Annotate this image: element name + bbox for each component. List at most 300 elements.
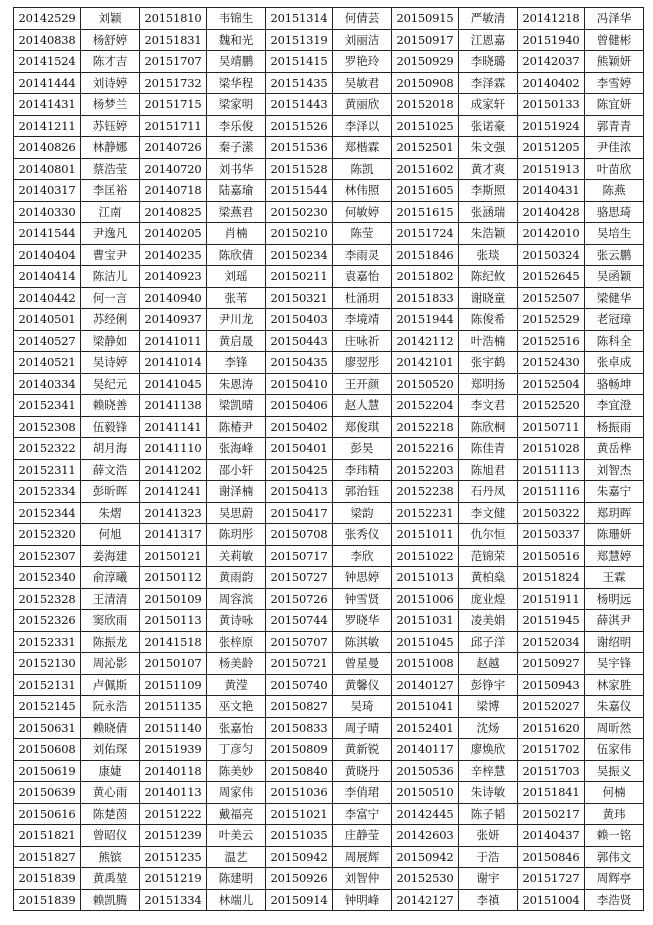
student-id-cell: 20151140: [140, 717, 207, 739]
student-id-cell: 20150942: [266, 846, 333, 868]
student-id-cell: 20140117: [392, 739, 459, 761]
student-id-cell: 20141110: [140, 438, 207, 460]
student-id-cell: 20150109: [140, 588, 207, 610]
student-id-cell: 20150402: [266, 416, 333, 438]
student-id-cell: 20151239: [140, 825, 207, 847]
student-name-cell: 尹逸凡: [81, 223, 140, 245]
student-name-cell: 石丹凤: [459, 481, 518, 503]
student-name-cell: 刘丽洁: [333, 29, 392, 51]
table-row: [14, 696, 644, 718]
student-id-cell: 20151319: [266, 29, 333, 51]
student-name-cell: 梁家明: [207, 94, 266, 116]
student-id-cell: 20150322: [518, 502, 585, 524]
table-row: [14, 567, 644, 589]
table-row: [14, 760, 644, 782]
student-name-cell: 吴宇锋: [585, 653, 644, 675]
student-id-cell: 20150417: [266, 502, 333, 524]
student-name-cell: 李匡裕: [81, 180, 140, 202]
student-name-cell: 朱浩颖: [459, 223, 518, 245]
student-id-cell: 20150121: [140, 545, 207, 567]
student-name-cell: 于浩: [459, 846, 518, 868]
table-row: [14, 524, 644, 546]
student-name-cell: 朱嘉宁: [585, 481, 644, 503]
student-name-cell: 苏经俐: [81, 309, 140, 331]
student-name-cell: 陆嘉瑜: [207, 180, 266, 202]
student-name-cell: 胡月海: [81, 438, 140, 460]
student-id-cell: 20150425: [266, 459, 333, 481]
student-name-cell: 袁嘉怡: [333, 266, 392, 288]
student-id-cell: 20140726: [140, 137, 207, 159]
student-name-cell: 谢泽楠: [207, 481, 266, 503]
student-name-cell: 江南: [81, 201, 140, 223]
student-id-cell: 20140334: [14, 373, 81, 395]
student-id-cell: 20141444: [14, 72, 81, 94]
student-id-cell: 20140330: [14, 201, 81, 223]
student-name-cell: 尹佳浓: [585, 137, 644, 159]
student-name-cell: 陈莹: [333, 223, 392, 245]
student-name-cell: 黄丽欣: [333, 94, 392, 116]
student-name-cell: 周辉亭: [585, 868, 644, 890]
student-name-cell: 李宜澄: [585, 395, 644, 417]
student-id-cell: 20150133: [518, 94, 585, 116]
student-name-cell: 彭昕晖: [81, 481, 140, 503]
student-name-cell: 陈美妙: [207, 760, 266, 782]
student-name-cell: 杨梦兰: [81, 94, 140, 116]
student-id-cell: 20151116: [518, 481, 585, 503]
student-id-cell: 20141317: [140, 524, 207, 546]
student-id-cell: 20151703: [518, 760, 585, 782]
student-name-cell: 李雨灵: [333, 244, 392, 266]
student-name-cell: 陈科全: [585, 330, 644, 352]
student-name-cell: 凌美娟: [459, 610, 518, 632]
student-id-cell: 20150926: [266, 868, 333, 890]
student-name-cell: 朱文强: [459, 137, 518, 159]
student-id-cell: 20151021: [266, 803, 333, 825]
student-id-cell: 20151041: [392, 696, 459, 718]
student-id-cell: 20151314: [266, 8, 333, 30]
student-name-cell: 叶浩楠: [459, 330, 518, 352]
student-id-cell: 20152520: [518, 395, 585, 417]
student-id-cell: 20151839: [14, 868, 81, 890]
student-id-cell: 20151605: [392, 180, 459, 202]
student-name-cell: 蔡浩莹: [81, 158, 140, 180]
student-id-cell: 20150324: [518, 244, 585, 266]
student-id-cell: 20150721: [266, 653, 333, 675]
student-name-cell: 何敏婷: [333, 201, 392, 223]
student-id-cell: 20141524: [14, 51, 81, 73]
student-name-cell: 梁博: [459, 696, 518, 718]
table-row: [14, 29, 644, 51]
student-id-cell: 20151924: [518, 115, 585, 137]
student-name-cell: 陈欣倩: [207, 244, 266, 266]
student-name-cell: 陈子韬: [459, 803, 518, 825]
student-id-cell: 20151831: [140, 29, 207, 51]
student-name-cell: 张涵瑞: [459, 201, 518, 223]
student-id-cell: 20151528: [266, 158, 333, 180]
student-id-cell: 20140404: [14, 244, 81, 266]
table-row: [14, 889, 644, 911]
table-row: [14, 653, 644, 675]
table-row: [14, 868, 644, 890]
student-id-cell: 20150337: [518, 524, 585, 546]
table-row: [14, 352, 644, 374]
student-id-cell: 20141241: [140, 481, 207, 503]
student-name-cell: 巫文艳: [207, 696, 266, 718]
student-id-cell: 20152430: [518, 352, 585, 374]
student-name-cell: 李雪婷: [585, 72, 644, 94]
student-id-cell: 20141014: [140, 352, 207, 374]
student-name-cell: 李富宁: [333, 803, 392, 825]
student-id-cell: 20150443: [266, 330, 333, 352]
student-name-cell: 张梓原: [207, 631, 266, 653]
student-id-cell: 20140940: [140, 287, 207, 309]
student-id-cell: 20151821: [14, 825, 81, 847]
student-name-cell: 谢绍明: [585, 631, 644, 653]
student-id-cell: 20140428: [518, 201, 585, 223]
student-name-cell: 朱诗敏: [459, 782, 518, 804]
student-name-cell: 林静娜: [81, 137, 140, 159]
student-id-cell: 20140437: [518, 825, 585, 847]
student-id-cell: 20152529: [518, 309, 585, 331]
student-name-cell: 何倩芸: [333, 8, 392, 30]
student-name-cell: 梁静如: [81, 330, 140, 352]
student-id-cell: 20140118: [140, 760, 207, 782]
table-row: [14, 201, 644, 223]
student-name-cell: 熊镔: [81, 846, 140, 868]
student-name-cell: 谢宇: [459, 868, 518, 890]
student-name-cell: 陈振龙: [81, 631, 140, 653]
student-id-cell: 20141323: [140, 502, 207, 524]
student-id-cell: 20151222: [140, 803, 207, 825]
student-name-cell: 周展辉: [333, 846, 392, 868]
student-id-cell: 20152218: [392, 416, 459, 438]
table-row: [14, 459, 644, 481]
student-id-cell: 20151615: [392, 201, 459, 223]
student-id-cell: 20141011: [140, 330, 207, 352]
student-name-cell: 黄诗咏: [207, 610, 266, 632]
student-name-cell: 薛淇尹: [585, 610, 644, 632]
student-id-cell: 20141518: [140, 631, 207, 653]
student-name-cell: 吴振义: [585, 760, 644, 782]
student-id-cell: 20151824: [518, 567, 585, 589]
student-id-cell: 20151839: [14, 889, 81, 911]
table-row: [14, 287, 644, 309]
student-name-cell: 李乐俊: [207, 115, 266, 137]
student-name-cell: 庄静莹: [333, 825, 392, 847]
student-name-cell: 窦欣雨: [81, 610, 140, 632]
student-name-cell: 黄启晟: [207, 330, 266, 352]
student-id-cell: 20150210: [266, 223, 333, 245]
student-name-cell: 骆思琦: [585, 201, 644, 223]
student-name-cell: 陈楚茵: [81, 803, 140, 825]
student-name-cell: 刘瑶: [207, 266, 266, 288]
student-name-cell: 廖翌彤: [333, 352, 392, 374]
student-id-cell: 20141045: [140, 373, 207, 395]
student-id-cell: 20141202: [140, 459, 207, 481]
student-id-cell: 20152018: [392, 94, 459, 116]
student-name-cell: 沈炀: [459, 717, 518, 739]
student-name-cell: 王清清: [81, 588, 140, 610]
student-id-cell: 20141544: [14, 223, 81, 245]
student-id-cell: 20150827: [266, 696, 333, 718]
student-name-cell: 赵越: [459, 653, 518, 675]
student-name-cell: 张秀仪: [333, 524, 392, 546]
roster-body: [14, 8, 644, 911]
student-name-cell: 范锦荣: [459, 545, 518, 567]
student-name-cell: 戴福亮: [207, 803, 266, 825]
student-id-cell: 20150616: [14, 803, 81, 825]
student-name-cell: 梁燕君: [207, 201, 266, 223]
student-id-cell: 20151544: [266, 180, 333, 202]
student-name-cell: 叶美云: [207, 825, 266, 847]
student-id-cell: 20151435: [266, 72, 333, 94]
student-name-cell: 严敏清: [459, 8, 518, 30]
student-id-cell: 20152334: [14, 481, 81, 503]
student-id-cell: 20150107: [140, 653, 207, 675]
student-id-cell: 20151443: [266, 94, 333, 116]
student-name-cell: 成家轩: [459, 94, 518, 116]
student-id-cell: 20151846: [392, 244, 459, 266]
student-name-cell: 周家伟: [207, 782, 266, 804]
student-name-cell: 林家胜: [585, 674, 644, 696]
student-id-cell: 20142037: [518, 51, 585, 73]
student-name-cell: 郭青青: [585, 115, 644, 137]
student-name-cell: 仇尔恒: [459, 524, 518, 546]
student-name-cell: 张妍: [459, 825, 518, 847]
student-name-cell: 黄岳桦: [585, 438, 644, 460]
student-id-cell: 20151031: [392, 610, 459, 632]
student-name-cell: 吴敏君: [333, 72, 392, 94]
student-name-cell: 庄咏祈: [333, 330, 392, 352]
student-id-cell: 20150840: [266, 760, 333, 782]
student-name-cell: 周容滨: [207, 588, 266, 610]
student-name-cell: 吴思蔚: [207, 502, 266, 524]
student-name-cell: 吴靖鹏: [207, 51, 266, 73]
student-name-cell: 林端儿: [207, 889, 266, 911]
student-name-cell: 叶苗欣: [585, 158, 644, 180]
student-name-cell: 赖一铭: [585, 825, 644, 847]
student-name-cell: 卢佩斯: [81, 674, 140, 696]
student-name-cell: 曹宝尹: [81, 244, 140, 266]
student-id-cell: 20151841: [518, 782, 585, 804]
student-name-cell: 赖晓倩: [81, 717, 140, 739]
student-id-cell: 20150740: [266, 674, 333, 696]
student-id-cell: 20151025: [392, 115, 459, 137]
student-id-cell: 20141138: [140, 395, 207, 417]
student-name-cell: 刘佑琛: [81, 739, 140, 761]
table-row: [14, 180, 644, 202]
student-id-cell: 20152320: [14, 524, 81, 546]
table-row: [14, 717, 644, 739]
student-name-cell: 赖凯腾: [81, 889, 140, 911]
student-name-cell: 黄馨仪: [333, 674, 392, 696]
student-name-cell: 丁彦匀: [207, 739, 266, 761]
student-id-cell: 20140825: [140, 201, 207, 223]
student-name-cell: 张嘉怡: [207, 717, 266, 739]
table-row: [14, 502, 644, 524]
student-id-cell: 20150726: [266, 588, 333, 610]
student-name-cell: 刘智杰: [585, 459, 644, 481]
student-id-cell: 20152401: [392, 717, 459, 739]
student-id-cell: 20140442: [14, 287, 81, 309]
student-id-cell: 20150608: [14, 739, 81, 761]
student-id-cell: 20152504: [518, 373, 585, 395]
student-id-cell: 20150406: [266, 395, 333, 417]
student-id-cell: 20150516: [518, 545, 585, 567]
table-row: [14, 395, 644, 417]
student-id-cell: 20151526: [266, 115, 333, 137]
student-id-cell: 20151939: [140, 739, 207, 761]
student-name-cell: 李文健: [459, 502, 518, 524]
student-id-cell: 20150113: [140, 610, 207, 632]
student-id-cell: 20140127: [392, 674, 459, 696]
student-id-cell: 20140501: [14, 309, 81, 331]
student-id-cell: 20150846: [518, 846, 585, 868]
student-name-cell: 黄柏燊: [459, 567, 518, 589]
student-id-cell: 20140801: [14, 158, 81, 180]
student-name-cell: 陈俊希: [459, 309, 518, 331]
student-id-cell: 20151827: [14, 846, 81, 868]
student-id-cell: 20150917: [392, 29, 459, 51]
table-row: [14, 137, 644, 159]
student-name-cell: 梁韵: [333, 502, 392, 524]
student-name-cell: 姜海建: [81, 545, 140, 567]
table-row: [14, 481, 644, 503]
student-name-cell: 江恩嘉: [459, 29, 518, 51]
student-name-cell: 温艺: [207, 846, 266, 868]
student-name-cell: 王开颜: [333, 373, 392, 395]
student-name-cell: 韦锦生: [207, 8, 266, 30]
student-id-cell: 20152216: [392, 438, 459, 460]
student-id-cell: 20150230: [266, 201, 333, 223]
student-name-cell: 赖晓善: [81, 395, 140, 417]
student-id-cell: 20140521: [14, 352, 81, 374]
student-name-cell: 杨舒婷: [81, 29, 140, 51]
student-id-cell: 20140937: [140, 309, 207, 331]
student-name-cell: 钟明峰: [333, 889, 392, 911]
student-name-cell: 李禛: [459, 889, 518, 911]
student-id-cell: 20151536: [266, 137, 333, 159]
student-id-cell: 20152322: [14, 438, 81, 460]
student-name-cell: 陈淇敏: [333, 631, 392, 653]
student-id-cell: 20140402: [518, 72, 585, 94]
student-name-cell: 李泽以: [333, 115, 392, 137]
student-id-cell: 20151006: [392, 588, 459, 610]
student-name-cell: 辛梓慧: [459, 760, 518, 782]
student-name-cell: 李泽霖: [459, 72, 518, 94]
student-id-cell: 20141211: [14, 115, 81, 137]
student-name-cell: 杨明远: [585, 588, 644, 610]
student-id-cell: 20142445: [392, 803, 459, 825]
student-id-cell: 20152130: [14, 653, 81, 675]
student-name-cell: 魏和光: [207, 29, 266, 51]
student-name-cell: 薛文浩: [81, 459, 140, 481]
student-name-cell: 张宇鹤: [459, 352, 518, 374]
student-name-cell: 陈宜妍: [585, 94, 644, 116]
student-id-cell: 20152507: [518, 287, 585, 309]
student-name-cell: 秦子潆: [207, 137, 266, 159]
student-id-cell: 20140838: [14, 29, 81, 51]
student-id-cell: 20140923: [140, 266, 207, 288]
student-id-cell: 20151602: [392, 158, 459, 180]
student-name-cell: 彭铮宇: [459, 674, 518, 696]
student-id-cell: 20151810: [140, 8, 207, 30]
student-name-cell: 李玮精: [333, 459, 392, 481]
student-id-cell: 20151205: [518, 137, 585, 159]
student-id-cell: 20152145: [14, 696, 81, 718]
table-row: [14, 309, 644, 331]
student-name-cell: 尹川龙: [207, 309, 266, 331]
student-name-cell: 黄才爽: [459, 158, 518, 180]
student-name-cell: 周沁影: [81, 653, 140, 675]
student-id-cell: 20150403: [266, 309, 333, 331]
table-row: [14, 803, 644, 825]
student-id-cell: 20151011: [392, 524, 459, 546]
student-id-cell: 20150234: [266, 244, 333, 266]
student-name-cell: 黄晓丹: [333, 760, 392, 782]
student-name-cell: 曾昭仪: [81, 825, 140, 847]
student-name-cell: 李欣: [333, 545, 392, 567]
student-id-cell: 20150401: [266, 438, 333, 460]
student-roster-table: [13, 7, 644, 911]
student-id-cell: 20150413: [266, 481, 333, 503]
student-id-cell: 20150410: [266, 373, 333, 395]
student-name-cell: 陈凯: [333, 158, 392, 180]
student-name-cell: 吴培生: [585, 223, 644, 245]
student-id-cell: 20151045: [392, 631, 459, 653]
table-row: [14, 330, 644, 352]
student-id-cell: 20152027: [518, 696, 585, 718]
student-name-cell: 肖楠: [207, 223, 266, 245]
student-id-cell: 20151013: [392, 567, 459, 589]
table-row: [14, 846, 644, 868]
student-name-cell: 张琰: [459, 244, 518, 266]
student-name-cell: 康婕: [81, 760, 140, 782]
student-id-cell: 20150639: [14, 782, 81, 804]
table-row: [14, 782, 644, 804]
table-row: [14, 825, 644, 847]
student-id-cell: 20152034: [518, 631, 585, 653]
table-row: [14, 545, 644, 567]
student-id-cell: 20151620: [518, 717, 585, 739]
student-id-cell: 20151727: [518, 868, 585, 890]
student-id-cell: 20152307: [14, 545, 81, 567]
student-id-cell: 20150744: [266, 610, 333, 632]
student-id-cell: 20152131: [14, 674, 81, 696]
student-id-cell: 20150943: [518, 674, 585, 696]
table-row: [14, 610, 644, 632]
student-id-cell: 20141141: [140, 416, 207, 438]
student-id-cell: 20150510: [392, 782, 459, 804]
student-name-cell: 杨振雨: [585, 416, 644, 438]
student-id-cell: 20152645: [518, 266, 585, 288]
student-name-cell: 黄玮: [585, 803, 644, 825]
student-name-cell: 关莉敏: [207, 545, 266, 567]
student-id-cell: 20142010: [518, 223, 585, 245]
table-row: [14, 739, 644, 761]
student-name-cell: 吴琦: [333, 696, 392, 718]
student-id-cell: 20140718: [140, 180, 207, 202]
student-name-cell: 邱子洋: [459, 631, 518, 653]
student-id-cell: 20140720: [140, 158, 207, 180]
student-id-cell: 20141431: [14, 94, 81, 116]
student-id-cell: 20150809: [266, 739, 333, 761]
student-name-cell: 杜涌玥: [333, 287, 392, 309]
student-name-cell: 李浩贤: [585, 889, 644, 911]
student-id-cell: 20151833: [392, 287, 459, 309]
student-name-cell: 谢晓童: [459, 287, 518, 309]
student-id-cell: 20151913: [518, 158, 585, 180]
